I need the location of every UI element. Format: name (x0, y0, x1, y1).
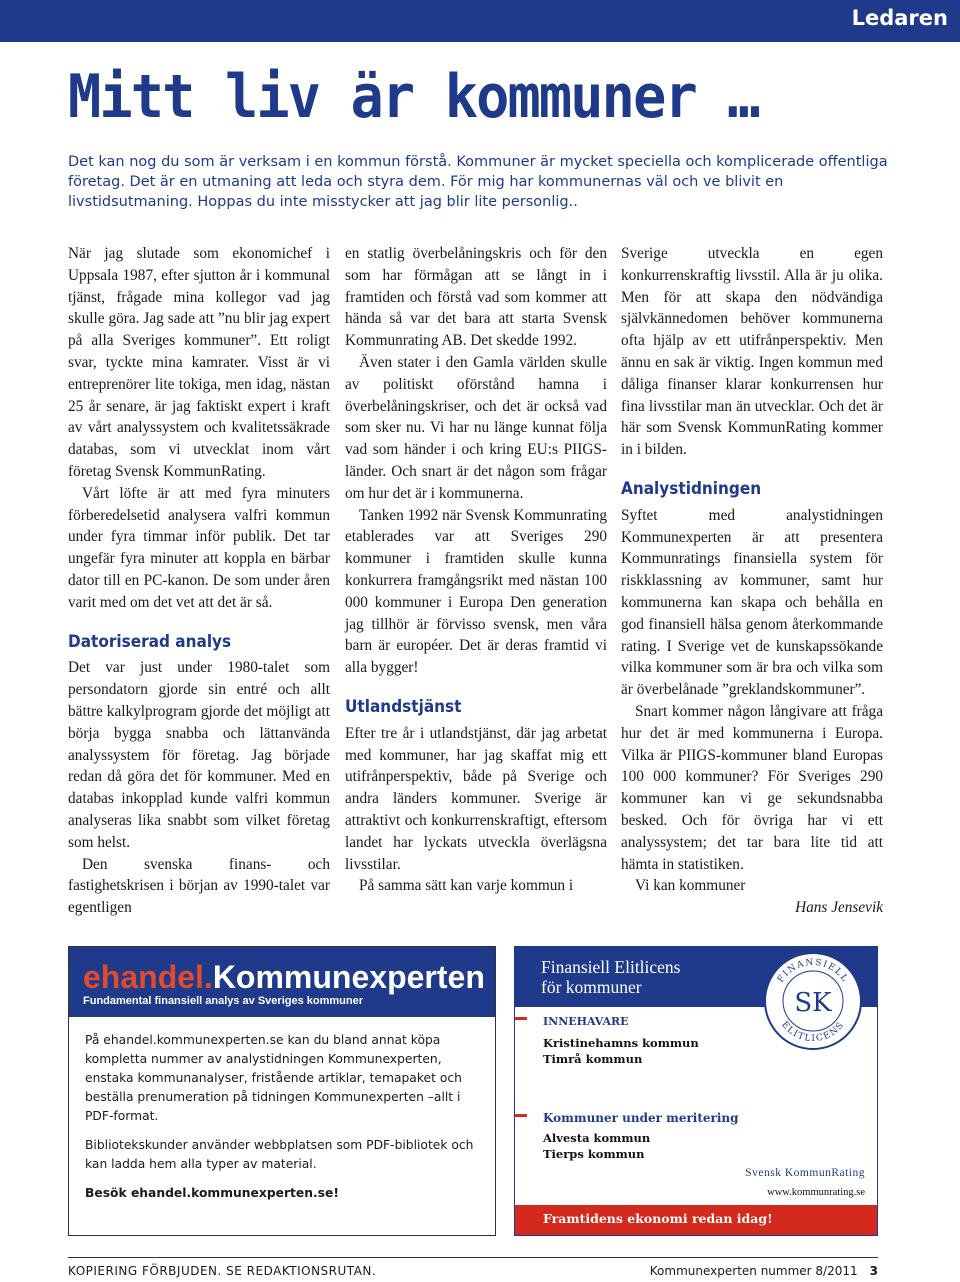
ad-title-line: Finansiell Elitlicens (541, 957, 681, 977)
page-number: 3 (869, 1264, 878, 1278)
column-1 (68, 243, 330, 919)
paragraph: Även stater i den Gamla världen skulle av politiskt oförstånd hamna i överbelåningskriser, och det är också vad som sker nu. Vi har nu länge kunnat följa vad som händer i och kring EU:s PIIGS-länder. Och snart är det någon som frågar om hur det är i kommunerna. (345, 353, 607, 502)
article-title: Mitt liv är kommuner … (68, 62, 759, 132)
ad-title (541, 957, 681, 997)
paragraph: Tanken 1992 när Svensk Kommunrating etablerades var att Sveriges 290 kommuner i framtiden skulle kunna konkurrera framgångsrikt med nästan 100 000 kommuner i Europa Den generation jag tillhör är förvisso svensk, men våra barn är européer. Det är deras framtid vi alla bygger! (345, 506, 607, 677)
holders-label: INNEHAVARE (543, 1015, 629, 1028)
logo-part-ehandel: ehandel. (83, 959, 213, 995)
ad-paragraph: På ehandel.kommunexperten.se kan du bland annat köpa kompletta nummer av analystidningen Kommunexperten, enstaka kommunanalyser, fristående artiklar, temapaket och beställa prenumeration på tidningen Kommunexperten –allt i PDF-format. (85, 1033, 462, 1123)
holder-item: Kristinehamns kommun (543, 1036, 699, 1050)
subheading: Utlandstjänst (345, 696, 462, 717)
column-2 (345, 243, 607, 897)
subheading: Datoriserad analys (68, 631, 232, 652)
company-logo: Svensk KommunRating (745, 1167, 865, 1179)
issue-label: Kommunexperten nummer 8/2011 (649, 1264, 858, 1278)
slogan-bar (515, 1205, 877, 1235)
elitlicens-ad (514, 946, 878, 1236)
ad-body (85, 1031, 475, 1213)
ehandel-ad (68, 946, 496, 1236)
slogan: Framtidens ekonomi redan idag! (543, 1211, 773, 1226)
ad-visit-link[interactable]: Besök ehandel.kommunexperten.se! (85, 1186, 339, 1200)
header-bar (0, 0, 960, 42)
article-lead: Det kan nog du som är verksam i en kommun förstå. Kommuner är mycket speciella och komplicerade offentliga företag. Det är en utmaning att leda och styra dem. För mig har kommunernas väl och ve blivit en livstidsutmaning. Hoppas du inte misstycker att jag blir lite personlig.. (68, 154, 888, 210)
paragraph: Vi kan kommuner (635, 877, 746, 895)
paragraph: en statlig överbelåningskris och för den som har förmågan att se långt in i framtiden och förstå vad som kommer att hända så var det bara att starta Svensk Kommunrating AB. Det skedde 1992. (345, 245, 607, 350)
red-marker (515, 1114, 527, 1117)
review-item: Tierps kommun (543, 1147, 645, 1161)
seal-mark: SK (794, 988, 832, 1018)
holder-item: Timrå kommun (543, 1052, 643, 1066)
ehandel-logo (83, 959, 485, 996)
column-3 (621, 243, 883, 919)
holders-list (543, 1035, 699, 1067)
ad-paragraph: Bibliotekskunder använder webbplatsen som PDF-bibliotek och kan ladda hem alla typer av material. (85, 1138, 474, 1171)
paragraph: Vårt löfte är att med fyra minuters förberedelsetid analysera valfri kommun under fyra timmar inför publik. Det tar ungefär fyra minuter att koppla en bärbar dator till en PC-kanon. De som under åren varit med om det vet att det är så. (68, 484, 330, 611)
paragraph: Sverige utveckla en egen konkurrenskraftig livsstil. Alla är ju olika. Men för att skapa den nödvändiga självkännedomen behöver kommunerna ofta hjälp av ett utifrånperspektiv. Men ännu en sak är viktig. Ingen kommun med dåliga finanser klarar konkurrensen hur fina livsstilar man än utvecklar. Och det är här som Svensk KommunRating kommer in i bilden. (621, 245, 883, 459)
review-item: Alvesta kommun (543, 1131, 651, 1145)
ad-banner (69, 947, 495, 1017)
seal-bottom-text: ELITLICENS (779, 1019, 847, 1045)
footer-issue (650, 1264, 878, 1278)
footer-divider (68, 1257, 878, 1258)
paragraph: Syftet med analystidningen Kommunexperten är att presentera Kommunratings finansiella system för riskklassning av kommuner, samt hur kommunerna kan skapa och behålla en god finansiell hälsa genom återkommande rating. I Sverige vet de kunskapssökande vilka kommuner som är bra och vilka som är överbelånade ”greklandskommuner”. (621, 506, 883, 699)
author-signature: Hans Jensevik (795, 899, 883, 917)
review-list (543, 1130, 650, 1162)
paragraph: Det var just under 1980-talet som persondatorn gjorde sin entré och allt bättre kalkylprogram gjorde det möjligt att börja bygga snabba och lättanvända analyssystem för företag. Jag började redan då göra det för kommuner. Med en databas inkopplad kunde valfri kommun analyseras lika snabbt som vilket företag som helst. (68, 659, 330, 851)
paragraph: Den svenska finans- och fastighetskrisen i början av 1990-talet var egentligen (68, 855, 330, 917)
paragraph: Snart kommer någon långivare att fråga hur det är med kommunerna i Europa. Vilka är PIIGS-kommuner bland Europas 100 000 kommuner? För Sveriges 290 kommuner kan vi ge sekundsnabba besked. Och för övriga har vi ett analyssystem; det tar bara lite tid att hämta in statistiken. (621, 702, 883, 873)
company-url[interactable]: www.kommunrating.se (767, 1187, 865, 1198)
paragraph: När jag slutade som ekonomichef i Uppsala 1987, efter sjutton år i kommunal tjänst, frågade mina kollegor vad jag skulle göra. Jag sade att ”nu blir jag expert på alla Sveriges kommuner”. Ett roligt svar, tyckte mina kamrater. Visst är vi entreprenörer lite tokiga, men idag, nästan 25 år senare, är jag faktiskt expert i kraft av vårt analyssystem och kvalitetssäkrade databas, som vi utvecklat inom vårt företag Svensk KommunRating. (68, 245, 330, 480)
seal-top-text: FINANSIELL (775, 957, 851, 985)
ad-title-line: för kommuner (541, 977, 642, 997)
paragraph: Efter tre år i utlandstjänst, där jag arbetat med kommuner, har jag skaffat mig ett utifrånperspektiv, både på Sverige och andra länders kommuner. Sverige är attraktivt och konkurrenskraftigt, eftersom landet har lyckats utveckla överlägsna livsstilar. (345, 724, 607, 873)
paragraph: På samma sätt kan varje kommun i (359, 877, 574, 895)
red-marker (515, 1017, 527, 1020)
section-label: Ledaren (851, 6, 948, 30)
subheading: Analystidningen (621, 478, 762, 499)
review-label: Kommuner under meritering (543, 1111, 739, 1125)
footer-copyright: KOPIERING FÖRBJUDEN. SE REDAKTIONSRUTAN. (68, 1264, 377, 1278)
elitlicens-seal-icon (763, 951, 863, 1051)
logo-part-kommunexperten: Kommunexperten (212, 959, 485, 995)
ad-tagline: Fundamental finansiell analys av Sveriges kommuner (83, 995, 363, 1007)
